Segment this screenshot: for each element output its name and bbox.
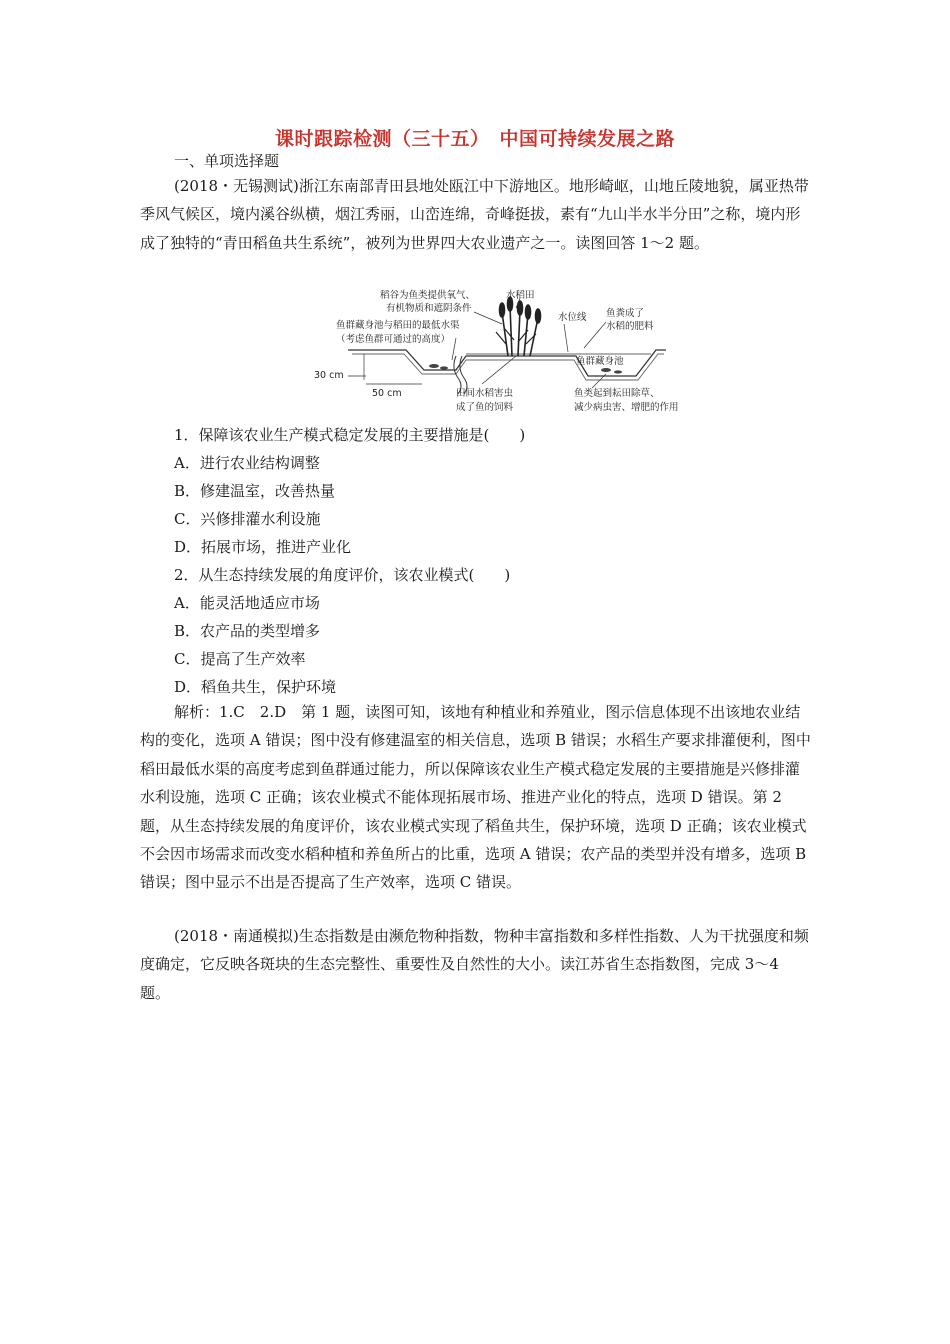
label-rice-oxygen-2: 有机物质和遮阴条件 [386, 303, 472, 314]
question-2-option-c: C．提高了生产效率 [174, 650, 306, 668]
intro-paragraph-1: (2018・无锡测试)浙江东南部青田县地处瓯江中下游地区。地形崎岖，山地丘陵地貌，属亚热带季风气候区，境内溪谷纵横，烟江秀丽，山峦连绵，奇峰挺拔，素有“九山半水半分田”之称，境内形成了独特的“青田稻鱼共生系统”，被列为世界四大农业遗产之一。读图回答 1～2 题。 [140, 177, 809, 252]
label-30cm: 30 cm [314, 370, 344, 381]
question-1-option-b: B．修建温室，改善热量 [174, 482, 336, 500]
label-rice-oxygen-1: 稻谷为鱼类提供氧气、 [380, 290, 476, 301]
rice-fish-diagram [306, 284, 706, 420]
analysis-paragraph: 解析：1.C 2.D 第 1 题，读图可知，该地有种植业和养殖业，图示信息体现不出该地农业结构的变化，选项 A 错误；图中没有修建温室的相关信息，选项 B 错误；水稻生产要求排灌便利，图中稻田最低水渠的高度考虑到鱼群通过能力，所以保障该农业生产模式稳定发展的主要措施是兴修排灌水利设施，选项 C 正确；该农业模式不能体现拓展市场、推进产业化的特点，选项 D 错误。第 2 题，从生态持续发展的角度评价，该农业模式实现了稻鱼共生，保护环境，选项 D 正确；该农业模式不会因市场需求而改变水稻种植和养鱼所占的比重，选项 A 错误；农产品的类型并没有增多，选项 B 错误；图中显示不出是否提高了生产效率，选项 C 错误。 [140, 703, 811, 892]
label-weed-1: 鱼类起到耘田除草、 [574, 388, 660, 399]
question-1-stem: 1．保障该农业生产模式稳定发展的主要措施是( ) [174, 426, 526, 444]
label-pests-1: 田间水稻害虫 [456, 388, 514, 399]
question-2-option-b: B．农产品的类型增多 [174, 622, 321, 640]
label-50cm: 50 cm [372, 388, 402, 399]
section-heading: 一、单项选择题 [174, 152, 280, 170]
question-2-stem: 2．从生态持续发展的角度评价，该农业模式( ) [174, 566, 511, 584]
intro-paragraph-2: (2018・南通模拟)生态指数是由濒危物种指数，物种丰富指数和多样性指数、人为干扰强度和频度确定，它反映各斑块的生态完整性、重要性及自然性的大小。读江苏省生态指数图，完成 3～4 题。 [140, 927, 809, 1002]
label-weed-2: 减少病虫害、增肥的作用 [574, 402, 679, 413]
label-pests-2: 成了鱼的饲料 [456, 402, 514, 413]
question-1-option-d: D．拓展市场，推进产业化 [174, 538, 352, 556]
label-paddy: 水稻田 [506, 290, 535, 301]
question-1-option-a: A．进行农业结构调整 [174, 454, 320, 472]
question-2-option-a: A．能灵活地适应市场 [174, 594, 320, 612]
label-fish-dung-1: 鱼粪成了 [606, 308, 645, 319]
label-channel-2: （考虑鱼群可通过的高度） [336, 334, 451, 345]
label-waterline: 水位线 [558, 312, 587, 323]
rice-plant-icon [496, 297, 541, 356]
question-1-option-c: C．兴修排灌水利设施 [174, 510, 321, 528]
label-fish-dung-2: 水稻的肥料 [606, 321, 654, 332]
page-title: 课时跟踪检测（三十五） 中国可持续发展之路 [274, 128, 675, 150]
label-pond: 鱼群藏身池 [576, 356, 624, 367]
label-channel-1: 鱼群藏身池与稻田的最低水渠 [336, 320, 460, 331]
question-2-option-d: D．稻鱼共生，保护环境 [174, 678, 337, 696]
